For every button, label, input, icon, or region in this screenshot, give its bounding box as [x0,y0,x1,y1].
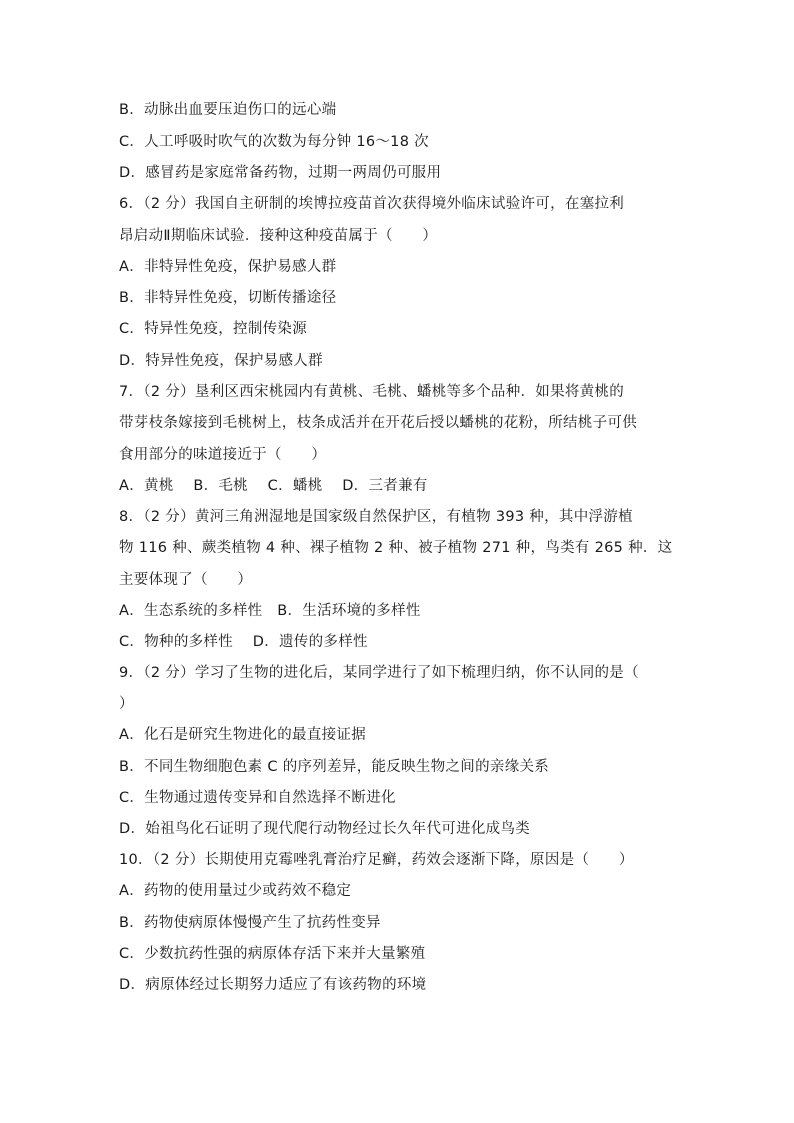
question-9-line-1: 9．（2 分）学习了生物的进化后，某同学进行了如下梳理归纳，你不认同的是（ [119,665,639,681]
options-cd-q8: C．物种的多样性 D．遗传的多样性 [119,634,368,650]
question-7-line-3: 食用部分的味道接近于（ ） [119,447,327,463]
option-a-q6: A．非特异性免疫，保护易感人群 [119,259,337,275]
option-d-q10: D．病原体经过长期努力适应了有该药物的环境 [119,977,427,993]
question-7-line-1: 7．（2 分）垦利区西宋桃园内有黄桃、毛桃、蟠桃等多个品种．如果将黄桃的 [119,384,625,400]
option-d-q5: D．感冒药是家庭常备药物，过期一两周仍可服用 [119,165,442,181]
question-8-line-2: 物 116 种、蕨类植物 4 种、裸子植物 2 种、被子植物 271 种，鸟类有 265 种．这 [119,540,673,556]
option-c-q6: C．特异性免疫，控制传染源 [119,321,308,337]
question-6-line-2: 昂启动Ⅱ期临床试验．接种这种疫苗属于（ ） [119,228,438,244]
option-b-q5: B．动脉出血要压迫伤口的远心端 [119,102,337,118]
option-a-q9: A．化石是研究生物进化的最直接证据 [119,727,367,743]
question-6-line-1: 6．（2 分）我国自主研制的埃博拉疫苗首次获得境外临床试验许可，在塞拉利 [119,196,625,212]
option-c-q10: C．少数抗药性强的病原体存活下来并大量繁殖 [119,946,426,962]
option-c-q5: C．人工呼吸时吹气的次数为每分钟 16～18 次 [119,134,429,150]
question-7-line-2: 带芽枝条嫁接到毛桃树上，枝条成活并在开花后授以蟠桃的花粉，所结桃子可供 [119,415,637,431]
option-c-q9: C．生物通过遗传变异和自然选择不断进化 [119,790,396,806]
option-b-q9: B．不同生物细胞色素 C 的序列差异，能反映生物之间的亲缘关系 [119,759,550,775]
option-a-q10: A．药物的使用量过少或药效不稳定 [119,883,352,899]
option-d-q6: D．特异性免疫，保护易感人群 [119,353,323,369]
option-b-q6: B．非特异性免疫，切断传播途径 [119,290,337,306]
options-q7: A．黄桃 B．毛桃 C．蟠桃 D．三者兼有 [119,478,428,494]
option-d-q9: D．始祖鸟化石证明了现代爬行动物经过长久年代可进化成鸟类 [119,821,531,837]
question-10-line-1: 10．（2 分）长期使用克霉唑乳膏治疗足癣，药效会逐渐下降，原因是（ ） [119,852,634,868]
options-ab-q8: A．生态系统的多样性 B．生活环境的多样性 [119,603,421,619]
question-9-line-2: ） [119,696,134,712]
option-b-q10: B．药物使病原体慢慢产生了抗药性变异 [119,915,381,931]
question-8-line-3: 主要体现了（ ） [119,572,253,588]
question-8-line-1: 8．（2 分）黄河三角洲湿地是国家级自然保护区，有植物 393 种，其中浮游植 [119,509,633,525]
